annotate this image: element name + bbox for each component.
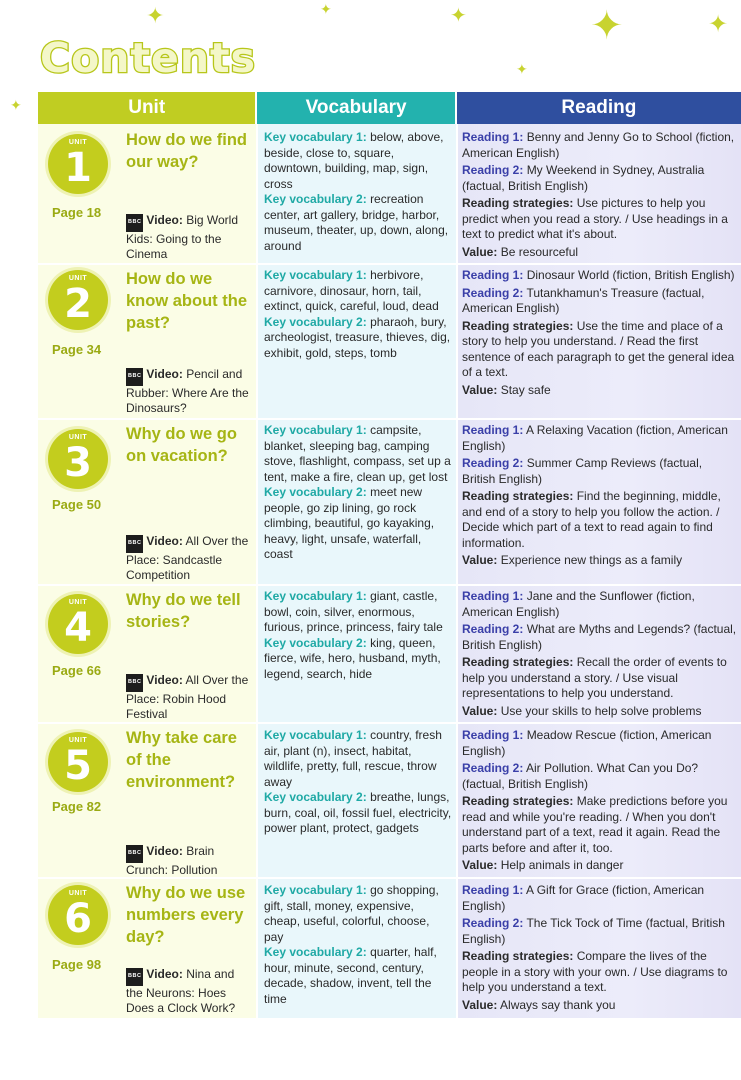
page-title: Contents <box>40 34 257 82</box>
video-title: Pencil and Rubber: Where Are the Dinosaurs? <box>126 367 249 415</box>
video-info: BBC Video: Brain Crunch: Pollution <box>126 844 218 877</box>
unit-question: How do we find our way? <box>126 131 247 171</box>
reading-cell: Reading 1: A Relaxing Vacation (fiction, American English) Reading 2: Summer Camp Reviews (factual, British English) Reading strategies: Find the beginning, middle, and end of a story to help you follow the action. / Decide which part of a text to read again to find information. Value: Experience new things as a family <box>462 423 728 567</box>
unit-cell <box>38 124 256 263</box>
video-title: Brain Crunch: Pollution <box>126 844 218 877</box>
key-vocabulary-2: breathe, lungs, burn, coal, oil, fossil fuel, electricity, power plant, protect, gadgets <box>264 790 452 835</box>
unit-cell <box>38 586 256 722</box>
sparkle-icon: ✦ <box>450 3 467 27</box>
vocabulary-cell: Key vocabulary 1: country, fresh air, plant (n), insect, habitat, wildlife, pretty, full, rescue, throw away Key vocabulary 2: breathe, lungs, burn, coal, oil, fossil fuel, electricity, power plant, protect, gadgets <box>264 728 452 835</box>
reading-1: A Gift for Grace (fiction, American English) <box>462 883 705 913</box>
reading-cell: Reading 1: Meadow Rescue (fiction, American English) Reading 2: Air Pollution. What Can you Do? (factual, British English) Reading strategies: Make predictions before you read and while you're reading. / When you don't understand part of a text, read it again. Read the parts before and after it, too. Value: Help animals in danger <box>462 728 728 872</box>
video-info: BBC Video: Pencil and Rubber: Where Are the Dinosaurs? <box>126 367 249 415</box>
sparkle-icon: ✦ <box>516 62 528 78</box>
unit-badge: UNIT 5 <box>48 732 108 792</box>
reading-cell: Reading 1: Jane and the Sunflower (fiction, American English) Reading 2: What are Myths and Legends? (factual, British English) Reading strategies: Recall the order of events to help you understand a story. / Use visual representations to help you understand. Value: Use your skills to help solve problems <box>462 589 737 718</box>
reading-cell: Reading 1: Dinosaur World (fiction, British English) Reading 2: Tutankhamun's Treasure (factual, American English) Reading strategies: Use the time and place of a story to help you understand. / Read the first sentence of each paragraph to get the general idea of a text. Value: Stay safe <box>462 268 735 397</box>
reading-1: Meadow Rescue (fiction, American English) <box>462 728 712 758</box>
table-header <box>38 92 741 124</box>
reading-2: Summer Camp Reviews (factual, British English) <box>462 456 703 486</box>
unit-value: Stay safe <box>500 382 551 397</box>
unit-badge: UNIT 1 <box>48 134 108 194</box>
sparkle-icon: ✦ <box>590 3 624 49</box>
sparkle-icon: ✦ <box>10 98 22 114</box>
key-vocabulary-2: king, queen, fierce, wife, hero, husband, myth, legend, search, hide <box>264 635 441 681</box>
page-number: Page 66 <box>52 663 102 678</box>
unit-badge: UNIT 4 <box>48 594 108 654</box>
key-vocabulary-1: campsite, blanket, sleeping bag, camping stove, flashlight, compass, set up a tent, make a fire, clean up, get lost <box>264 423 451 484</box>
key-vocabulary-2: pharaoh, bury, archeologist, treasure, thieves, dig, exhibit, gold, steps, tomb <box>264 314 451 360</box>
unit-value: Be resourceful <box>500 244 579 259</box>
unit-value: Use your skills to help solve problems <box>500 703 702 718</box>
reading-strategies: Use the time and place of a story to help you understand. / Read the first sentence of each paragraph to get the general idea of a text. <box>462 318 735 379</box>
reading-strategies: Compare the lives of the people in a story with your own. / Use diagrams to help you understand a text. <box>462 949 728 994</box>
key-vocabulary-2: recreation center, art gallery, bridge, harbor, museum, theater, up, down, along, around <box>264 192 449 253</box>
vocabulary-cell: Key vocabulary 1: herbivore, carnivore, dinosaur, horn, tail, extinct, quick, careful, loud, dead Key vocabulary 2: pharaoh, bury, archeologist, treasure, thieves, dig, exhibit, gold, steps, tomb <box>264 268 451 360</box>
bbc-logo-icon: BBC <box>126 214 143 232</box>
page-number: Page 98 <box>52 957 102 972</box>
video-info: BBC Video: Big World Kids: Going to the Cinema <box>126 213 239 261</box>
reading-strategies: Recall the order of events to help you understand a story. / Use visual representations to help you understand. <box>462 655 727 700</box>
reading-2: Tutankhamun's Treasure (factual, American English) <box>462 285 705 315</box>
sparkle-icon: ✦ <box>708 10 729 38</box>
unit-badge: UNIT 6 <box>48 885 108 945</box>
unit-value: Experience new things as a family <box>500 553 683 567</box>
vocabulary-cell: Key vocabulary 1: giant, castle, bowl, coin, silver, enormous, furious, prince, princess, fairy tale Key vocabulary 2: king, queen, fierce, wife, hero, husband, myth, legend, search, hide <box>264 589 443 681</box>
unit-number: 4 <box>64 605 92 651</box>
unit-badge: UNIT 2 <box>48 270 108 330</box>
unit-question: Why take care of the environment? <box>126 729 237 791</box>
key-vocabulary-1: go shopping, gift, stall, money, expensive, cheap, useful, colorful, choose, pay <box>264 883 439 944</box>
unit-cell <box>38 724 256 877</box>
page-number: Page 34 <box>52 342 102 357</box>
bbc-logo-icon: BBC <box>126 674 143 692</box>
unit-number: 2 <box>64 281 92 327</box>
reading-2: The Tick Tock of Time (factual, British English) <box>462 916 725 946</box>
page-number: Page 50 <box>52 497 102 512</box>
unit-cell <box>38 265 256 418</box>
bbc-logo-icon: BBC <box>126 368 143 386</box>
reading-strategies: Find the beginning, middle, and end of a story to help you follow the action. / Decide which part of a text to read again to find information. <box>462 489 721 550</box>
reading-2: What are Myths and Legends? (factual, British English) <box>462 622 737 652</box>
video-title: Big World Kids: Going to the Cinema <box>126 213 239 261</box>
sparkle-icon: ✦ <box>146 4 165 29</box>
vocabulary-cell: Key vocabulary 1: below, above, beside, close to, square, downtown, building, map, sign, cross Key vocabulary 2: recreation center, art gallery, bridge, harbor, museum, theater, up, down, along, around <box>264 130 449 253</box>
reading-1: A Relaxing Vacation (fiction, American English) <box>462 423 728 453</box>
bbc-logo-icon: BBC <box>126 535 143 553</box>
header-unit: Unit <box>38 92 255 124</box>
unit-number: 1 <box>64 145 92 191</box>
sparkle-icon: ✦ <box>320 2 332 18</box>
header-reading: Reading <box>457 92 741 124</box>
video-title: All Over the Place: Sandcastle Competition <box>126 534 249 582</box>
unit-cell <box>38 879 256 1018</box>
reading-1: Jane and the Sunflower (fiction, American English) <box>462 589 695 619</box>
unit-question: Why do we tell stories? <box>126 591 241 631</box>
reading-1: Benny and Jenny Go to School (fiction, American English) <box>462 130 735 160</box>
video-info: BBC Video: Nina and the Neurons: Hoes Does a Clock Work? <box>126 967 236 1015</box>
unit-question: Why do we go on vacation? <box>126 425 237 465</box>
unit-number: 5 <box>64 743 92 789</box>
unit-number: 3 <box>64 440 92 486</box>
key-vocabulary-1: below, above, beside, close to, square, downtown, building, map, sign, cross <box>264 130 444 191</box>
video-info: BBC Video: All Over the Place: Robin Hood Festival <box>126 673 249 721</box>
page-number: Page 18 <box>52 205 102 220</box>
vocabulary-cell: Key vocabulary 1: go shopping, gift, stall, money, expensive, cheap, useful, colorful, choose, pay Key vocabulary 2: quarter, half, hour, minute, second, century, decade, shadow, invent, tell the time <box>264 883 439 1006</box>
key-vocabulary-2: quarter, half, hour, minute, second, century, decade, shadow, invent, tell the time <box>264 945 437 1006</box>
unit-number: 6 <box>64 896 92 942</box>
reading-cell: Reading 1: A Gift for Grace (fiction, American English) Reading 2: The Tick Tock of Time (factual, British English) Reading strategies: Compare the lives of the people in a story with your own. / Use diagrams to help you understand a text. Value: Always say thank you <box>462 883 728 1012</box>
key-vocabulary-1: giant, castle, bowl, coin, silver, enormous, furious, prince, princess, fairy tale <box>264 589 443 634</box>
reading-1: Dinosaur World (fiction, British English) <box>526 268 735 282</box>
reading-2: My Weekend in Sydney, Australia (factual, British English) <box>462 163 705 193</box>
reading-cell: Reading 1: Benny and Jenny Go to School (fiction, American English) Reading 2: My Weekend in Sydney, Australia (factual, British English) Reading strategies: Use pictures to help you predict when you read a story. / Use headings in a text to predict what it's about. Value: Be resourceful <box>462 130 735 259</box>
reading-strategies: Use pictures to help you predict when you read a story. / Use headings in a text to predict what it's about. <box>462 196 728 241</box>
vocabulary-cell: Key vocabulary 1: campsite, blanket, sleeping bag, camping stove, flashlight, compass, set up a tent, make a fire, clean up, get lost Key vocabulary 2: meet new people, go zip lining, go rock climbing, beautiful, go kayaking, heavy, light, unsafe, waterfall, coast <box>264 423 451 561</box>
unit-badge: UNIT 3 <box>48 429 108 489</box>
key-vocabulary-2: meet new people, go zip lining, go rock climbing, beautiful, go kayaking, heavy, light, unsafe, waterfall, coast <box>264 485 435 561</box>
video-info: BBC Video: All Over the Place: Sandcastle Competition <box>126 534 249 582</box>
unit-value: Help animals in danger <box>500 858 624 872</box>
video-title: All Over the Place: Robin Hood Festival <box>126 673 249 721</box>
unit-question: Why do we use numbers every day? <box>126 884 246 946</box>
video-title: Nina and the Neurons: Hoes Does a Clock Work? <box>126 967 236 1015</box>
key-vocabulary-1: herbivore, carnivore, dinosaur, horn, tail, extinct, quick, careful, loud, dead <box>264 268 439 313</box>
unit-question: How do we know about the past? <box>126 270 247 332</box>
bbc-logo-icon: BBC <box>126 845 143 863</box>
unit-value: Always say thank you <box>500 997 616 1012</box>
key-vocabulary-1: country, fresh air, plant (n), insect, habitat, wildlife, pretty, full, rescue, throw away <box>264 728 442 789</box>
bbc-logo-icon: BBC <box>126 968 143 986</box>
page-number: Page 82 <box>52 799 102 814</box>
header-vocabulary: Vocabulary <box>257 92 454 124</box>
reading-2: Air Pollution. What Can you Do? (factual, British English) <box>462 761 699 791</box>
reading-strategies: Make predictions before you read and while you're reading. / When you don't understand part of a text, read it again. Read the parts before and after it, too. <box>462 794 728 855</box>
unit-cell <box>38 420 256 584</box>
